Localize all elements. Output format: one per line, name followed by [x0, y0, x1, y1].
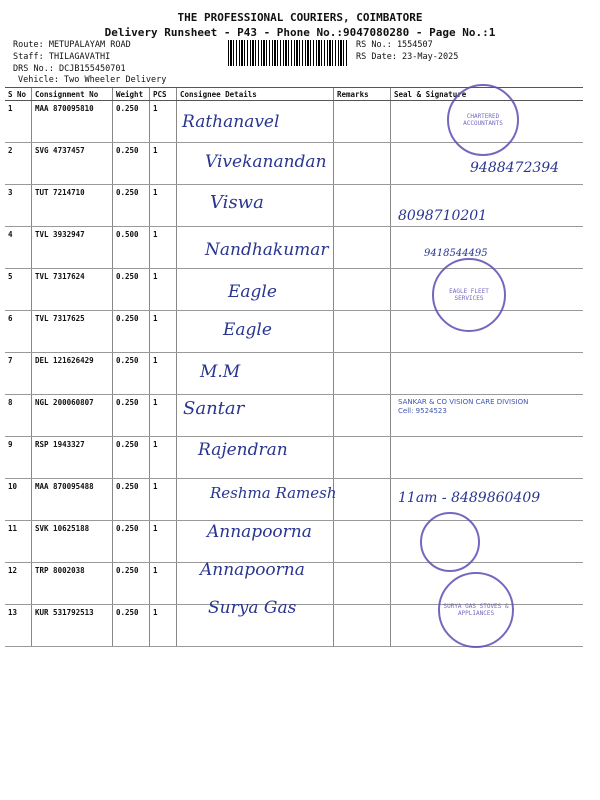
col-consignment: Consignment No — [32, 88, 113, 101]
cell-consignment: KUR 531792513 — [32, 605, 113, 647]
cell-remarks — [334, 395, 391, 437]
consignee-hand-11: Annapoorna — [207, 522, 312, 542]
consignee-hand-10: Reshma Ramesh — [210, 484, 337, 502]
cell-consignment: SVG 4737457 — [32, 143, 113, 185]
col-weight: Weight — [113, 88, 150, 101]
cell-remarks — [334, 563, 391, 605]
cell-sno: 6 — [5, 311, 32, 353]
cell-weight: 0.250 — [113, 269, 150, 311]
cell-pcs: 1 — [150, 563, 177, 605]
cell-consignment: TVL 7317625 — [32, 311, 113, 353]
cell-weight: 0.250 — [113, 185, 150, 227]
col-remarks: Remarks — [334, 88, 391, 101]
cell-remarks — [334, 479, 391, 521]
cell-pcs: 1 — [150, 437, 177, 479]
cell-pcs: 1 — [150, 311, 177, 353]
col-pcs: PCS — [150, 88, 177, 101]
cell-pcs: 1 — [150, 185, 177, 227]
consignee-hand-13: Surya Gas — [208, 598, 297, 618]
vehicle-label: Vehicle: Two Wheeler Delivery — [18, 75, 167, 85]
cell-sno: 13 — [5, 605, 32, 647]
consignee-hand-9: Rajendran — [198, 440, 288, 460]
cell-pcs: 1 — [150, 395, 177, 437]
cell-sno: 10 — [5, 479, 32, 521]
table-row — [5, 353, 583, 395]
cell-sno: 12 — [5, 563, 32, 605]
cell-weight: 0.250 — [113, 479, 150, 521]
cell-weight: 0.250 — [113, 311, 150, 353]
cell-remarks — [334, 185, 391, 227]
consignee-hand-8: Santar — [183, 398, 245, 419]
cell-remarks — [334, 605, 391, 647]
document-subtitle: Delivery Runsheet - P43 - Phone No.:9047080280 - Page No.:1 — [104, 26, 496, 39]
consignee-hand-7: M.M — [200, 362, 241, 382]
cell-sno: 3 — [5, 185, 32, 227]
cell-weight: 0.250 — [113, 101, 150, 143]
cell-consignment: RSP 1943327 — [32, 437, 113, 479]
time-note-10: 11am - 8489860409 — [398, 490, 541, 506]
cell-consignment: TRP 8002038 — [32, 563, 113, 605]
rs-date: RS Date: 23-May-2025 — [356, 52, 459, 62]
cell-remarks — [334, 311, 391, 353]
cell-remarks — [334, 437, 391, 479]
consignee-hand-1: Rathanavel — [182, 112, 280, 132]
phone-note-2: 9488472394 — [470, 160, 560, 176]
cell-pcs: 1 — [150, 353, 177, 395]
cell-pcs: 1 — [150, 101, 177, 143]
cell-sno: 11 — [5, 521, 32, 563]
sankar-stamp: SANKAR & CO VISION CARE DIVISION Cell: 9524523 — [398, 398, 529, 415]
cell-signature — [391, 437, 584, 479]
cell-remarks — [334, 269, 391, 311]
cell-sno: 7 — [5, 353, 32, 395]
document-title: THE PROFESSIONAL COURIERS, COIMBATORE — [177, 11, 423, 24]
cell-sno: 9 — [5, 437, 32, 479]
cell-signature — [391, 353, 584, 395]
table-row — [5, 437, 583, 479]
cell-remarks — [334, 143, 391, 185]
cell-pcs: 1 — [150, 605, 177, 647]
cell-pcs: 1 — [150, 143, 177, 185]
consignee-hand-3: Viswa — [210, 192, 264, 213]
cell-consignment: TVL 7317624 — [32, 269, 113, 311]
cell-weight: 0.250 — [113, 563, 150, 605]
barcode — [228, 40, 348, 66]
cell-sno: 1 — [5, 101, 32, 143]
cell-weight: 0.250 — [113, 521, 150, 563]
cell-consignment: TVL 3932947 — [32, 227, 113, 269]
cell-sno: 5 — [5, 269, 32, 311]
cell-consignment: DEL 121626429 — [32, 353, 113, 395]
cell-remarks — [334, 521, 391, 563]
consignee-hand-12: Annapoorna — [200, 560, 305, 580]
cell-consignment: NGL 200060807 — [32, 395, 113, 437]
cell-weight: 0.250 — [113, 605, 150, 647]
col-consignee: Consignee Details — [177, 88, 334, 101]
round-stamp-11 — [420, 512, 480, 572]
eagle-fleet-stamp: EAGLE FLEET SERVICES — [432, 258, 506, 332]
cell-pcs: 1 — [150, 479, 177, 521]
rs-number: RS No.: 1554507 — [356, 40, 433, 50]
cell-weight: 0.250 — [113, 353, 150, 395]
cell-consignment: TUT 7214710 — [32, 185, 113, 227]
col-sno: S No — [5, 88, 32, 101]
col-signature: Seal & Signature — [391, 88, 584, 101]
cell-sno: 4 — [5, 227, 32, 269]
cell-remarks — [334, 227, 391, 269]
cell-consignment: MAA 870095810 — [32, 101, 113, 143]
consignee-hand-2: Vivekanandan — [205, 152, 327, 172]
consignee-hand-6: Eagle — [223, 320, 272, 340]
phone-note-4: 9418544495 — [424, 248, 488, 259]
cell-weight: 0.500 — [113, 227, 150, 269]
cell-weight: 0.250 — [113, 143, 150, 185]
cell-sno: 2 — [5, 143, 32, 185]
cell-remarks — [334, 353, 391, 395]
drs-label: DRS No.: DCJB155450701 — [13, 64, 126, 74]
cell-consignment: MAA 870095488 — [32, 479, 113, 521]
staff-label: Staff: THILAGAVATHI — [13, 52, 111, 62]
table-row — [5, 185, 583, 227]
cell-weight: 0.250 — [113, 395, 150, 437]
phone-note-3: 8098710201 — [398, 208, 488, 224]
cell-pcs: 1 — [150, 269, 177, 311]
cell-remarks — [334, 101, 391, 143]
surya-gas-stamp: SURYA GAS STOVES & APPLIANCES — [438, 572, 514, 648]
cell-pcs: 1 — [150, 521, 177, 563]
cell-pcs: 1 — [150, 227, 177, 269]
consignee-hand-5: Eagle — [228, 282, 277, 302]
ca-stamp: CHARTERED ACCOUNTANTS — [447, 84, 519, 156]
route-label: Route: METUPALAYAM ROAD — [13, 40, 131, 50]
consignee-hand-4: Nandhakumar — [205, 240, 329, 260]
cell-sno: 8 — [5, 395, 32, 437]
cell-weight: 0.250 — [113, 437, 150, 479]
cell-consignment: SVK 10625188 — [32, 521, 113, 563]
